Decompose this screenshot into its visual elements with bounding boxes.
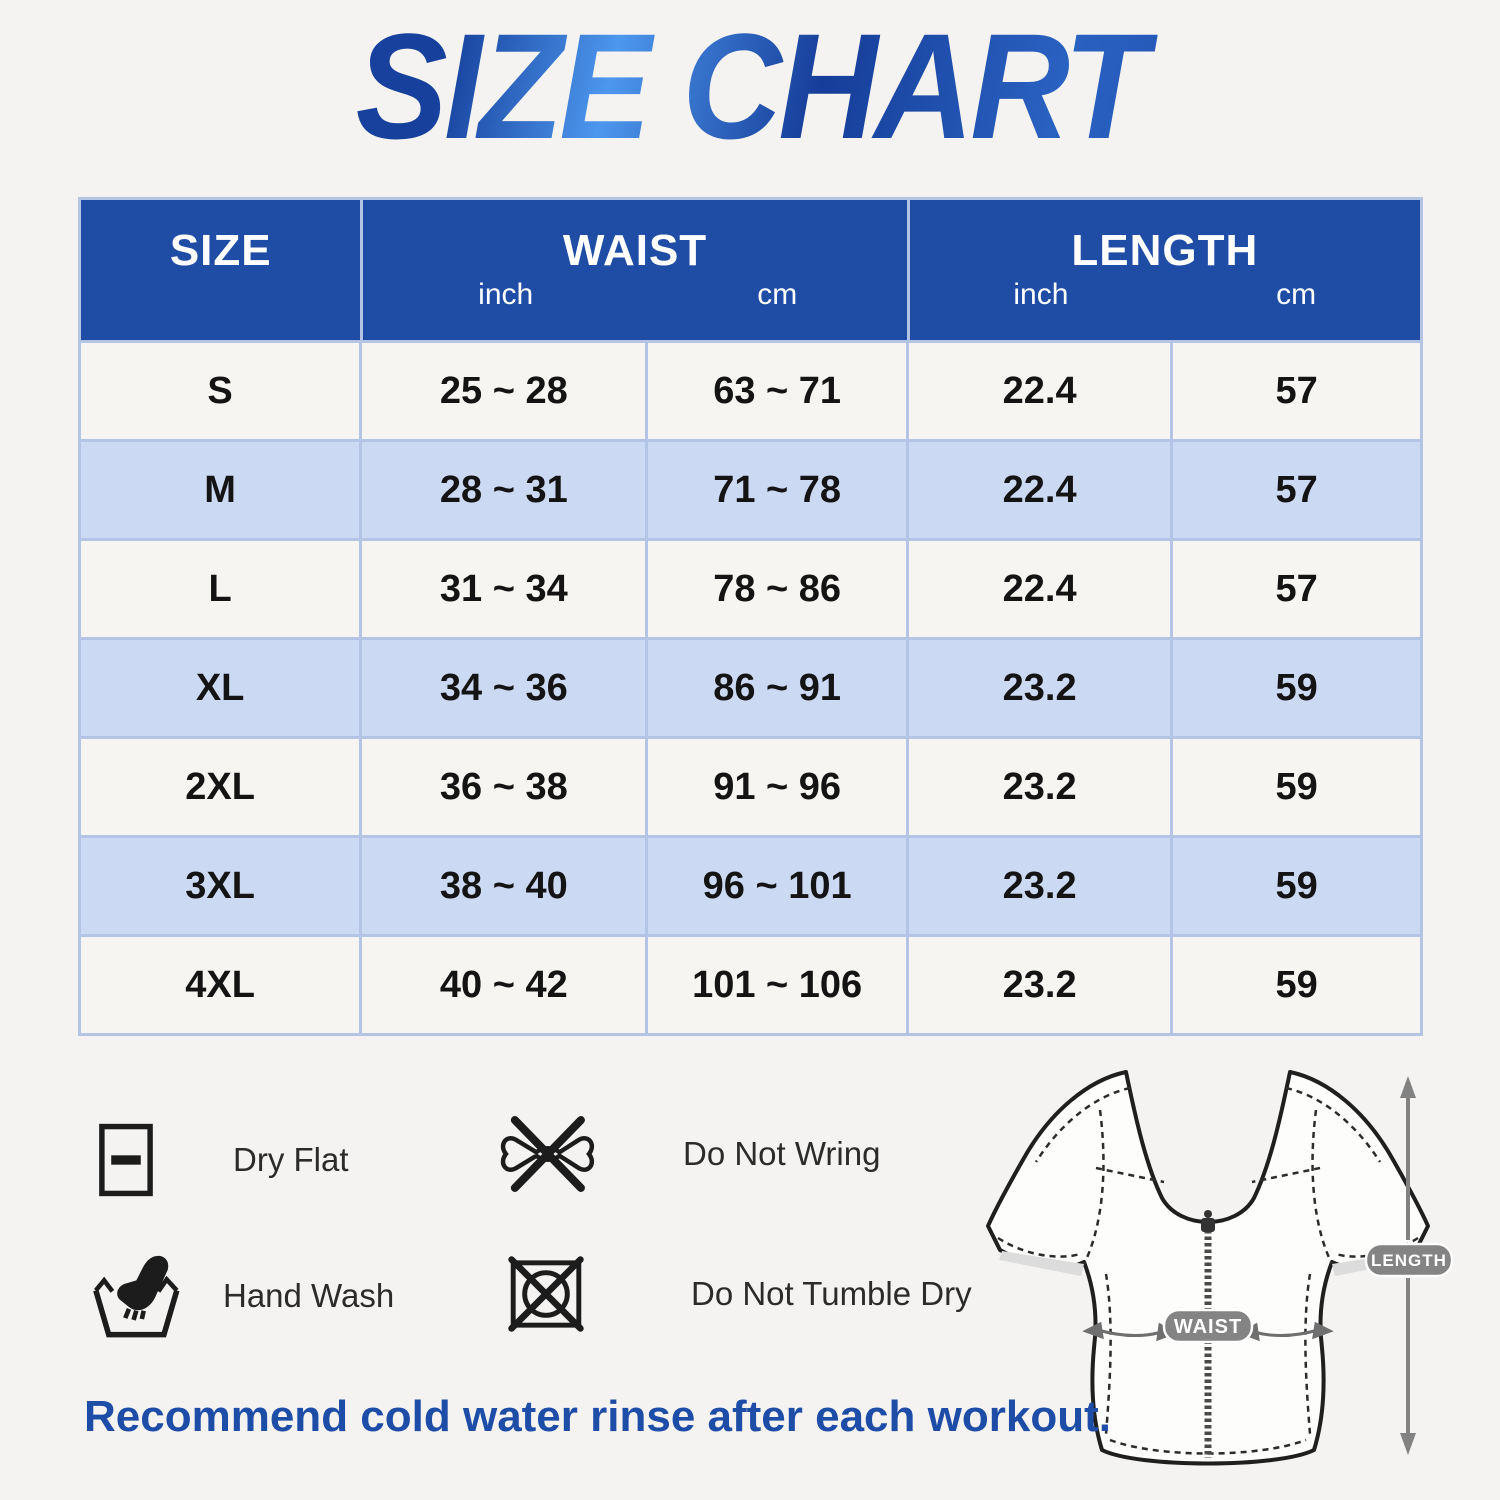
page-title: SIZE CHART: [60, 10, 1440, 162]
length-inch-cell: 22.4: [909, 343, 1170, 439]
table-body: [81, 343, 1420, 1033]
length-cm-cell: 57: [1173, 541, 1420, 637]
waist-inch-cell: 34 ~ 36: [362, 640, 645, 736]
length-badge-label: LENGTH: [1371, 1251, 1447, 1270]
length-cm-cell: 59: [1173, 739, 1420, 835]
table-header: [81, 200, 1420, 340]
do-not-tumble-dry-icon: [505, 1252, 587, 1336]
length-inch-cell: 22.4: [909, 541, 1170, 637]
hand-wash-icon: [88, 1250, 192, 1342]
waist-cm-cell: 96 ~ 101: [648, 838, 906, 934]
size-cell: 2XL: [81, 739, 359, 835]
waist-inch-cell: 40 ~ 42: [362, 937, 645, 1033]
waist-cm-cell: 78 ~ 86: [648, 541, 906, 637]
footer-note: Recommend cold water rinse after each workout.: [84, 1392, 1111, 1441]
size-cell: 3XL: [81, 838, 359, 934]
care-label: Do Not Wring: [683, 1135, 881, 1172]
waist-cm-cell: 101 ~ 106: [648, 937, 906, 1033]
care-item-do-not-tumble-dry: [505, 1251, 972, 1337]
size-cell: 4XL: [81, 937, 359, 1033]
length-cm-cell: 59: [1173, 640, 1420, 736]
waist-inch-cell: 36 ~ 38: [362, 739, 645, 835]
waist-inch-cell: 38 ~ 40: [362, 838, 645, 934]
length-inch-unit: inch: [1013, 278, 1069, 311]
length-units: [910, 278, 1420, 312]
size-cell: M: [81, 442, 359, 538]
size-cell: XL: [81, 640, 359, 736]
care-label: Do Not Tumble Dry: [691, 1275, 972, 1312]
care-item-do-not-wring: [497, 1112, 880, 1196]
waist-badge-label: WAIST: [1173, 1316, 1243, 1338]
waist-inch-cell: 25 ~ 28: [362, 343, 645, 439]
size-cell: S: [81, 343, 359, 439]
length-inch-cell: 23.2: [909, 640, 1170, 736]
length-badge: [1366, 1244, 1452, 1276]
size-cell: L: [81, 541, 359, 637]
length-inch-cell: 23.2: [909, 838, 1170, 934]
size-table: [78, 197, 1423, 1036]
waist-cm-cell: 86 ~ 91: [648, 640, 906, 736]
header-waist: [363, 200, 906, 340]
header-waist-label: WAIST: [562, 226, 708, 275]
waist-cm-cell: 71 ~ 78: [648, 442, 906, 538]
length-cm-unit: cm: [1276, 278, 1317, 311]
waist-inch-cell: 31 ~ 34: [362, 541, 645, 637]
header-size-label: SIZE: [169, 226, 272, 275]
header-length-label: LENGTH: [1071, 226, 1259, 275]
waist-inch-unit: inch: [478, 278, 534, 311]
waist-cm-unit: cm: [757, 278, 798, 311]
do-not-wring-icon: [497, 1112, 597, 1196]
waist-units: [363, 278, 906, 312]
length-inch-cell: 22.4: [909, 442, 1170, 538]
length-cm-cell: 57: [1173, 343, 1420, 439]
care-label: Dry Flat: [233, 1141, 349, 1178]
length-cm-cell: 57: [1173, 442, 1420, 538]
length-cm-cell: 59: [1173, 838, 1420, 934]
waist-inch-cell: 28 ~ 31: [362, 442, 645, 538]
length-cm-cell: 59: [1173, 937, 1420, 1033]
care-item-dry-flat: [98, 1118, 349, 1202]
care-item-hand-wash: [88, 1248, 394, 1344]
header-length: [910, 200, 1420, 340]
length-inch-cell: 23.2: [909, 739, 1170, 835]
header-size: [81, 200, 360, 340]
length-inch-cell: 23.2: [909, 937, 1170, 1033]
care-label: Hand Wash: [223, 1277, 395, 1314]
waist-cm-cell: 91 ~ 96: [648, 739, 906, 835]
dry-flat-icon: [98, 1121, 154, 1199]
waist-badge: [1164, 1310, 1252, 1342]
waist-cm-cell: 63 ~ 71: [648, 343, 906, 439]
